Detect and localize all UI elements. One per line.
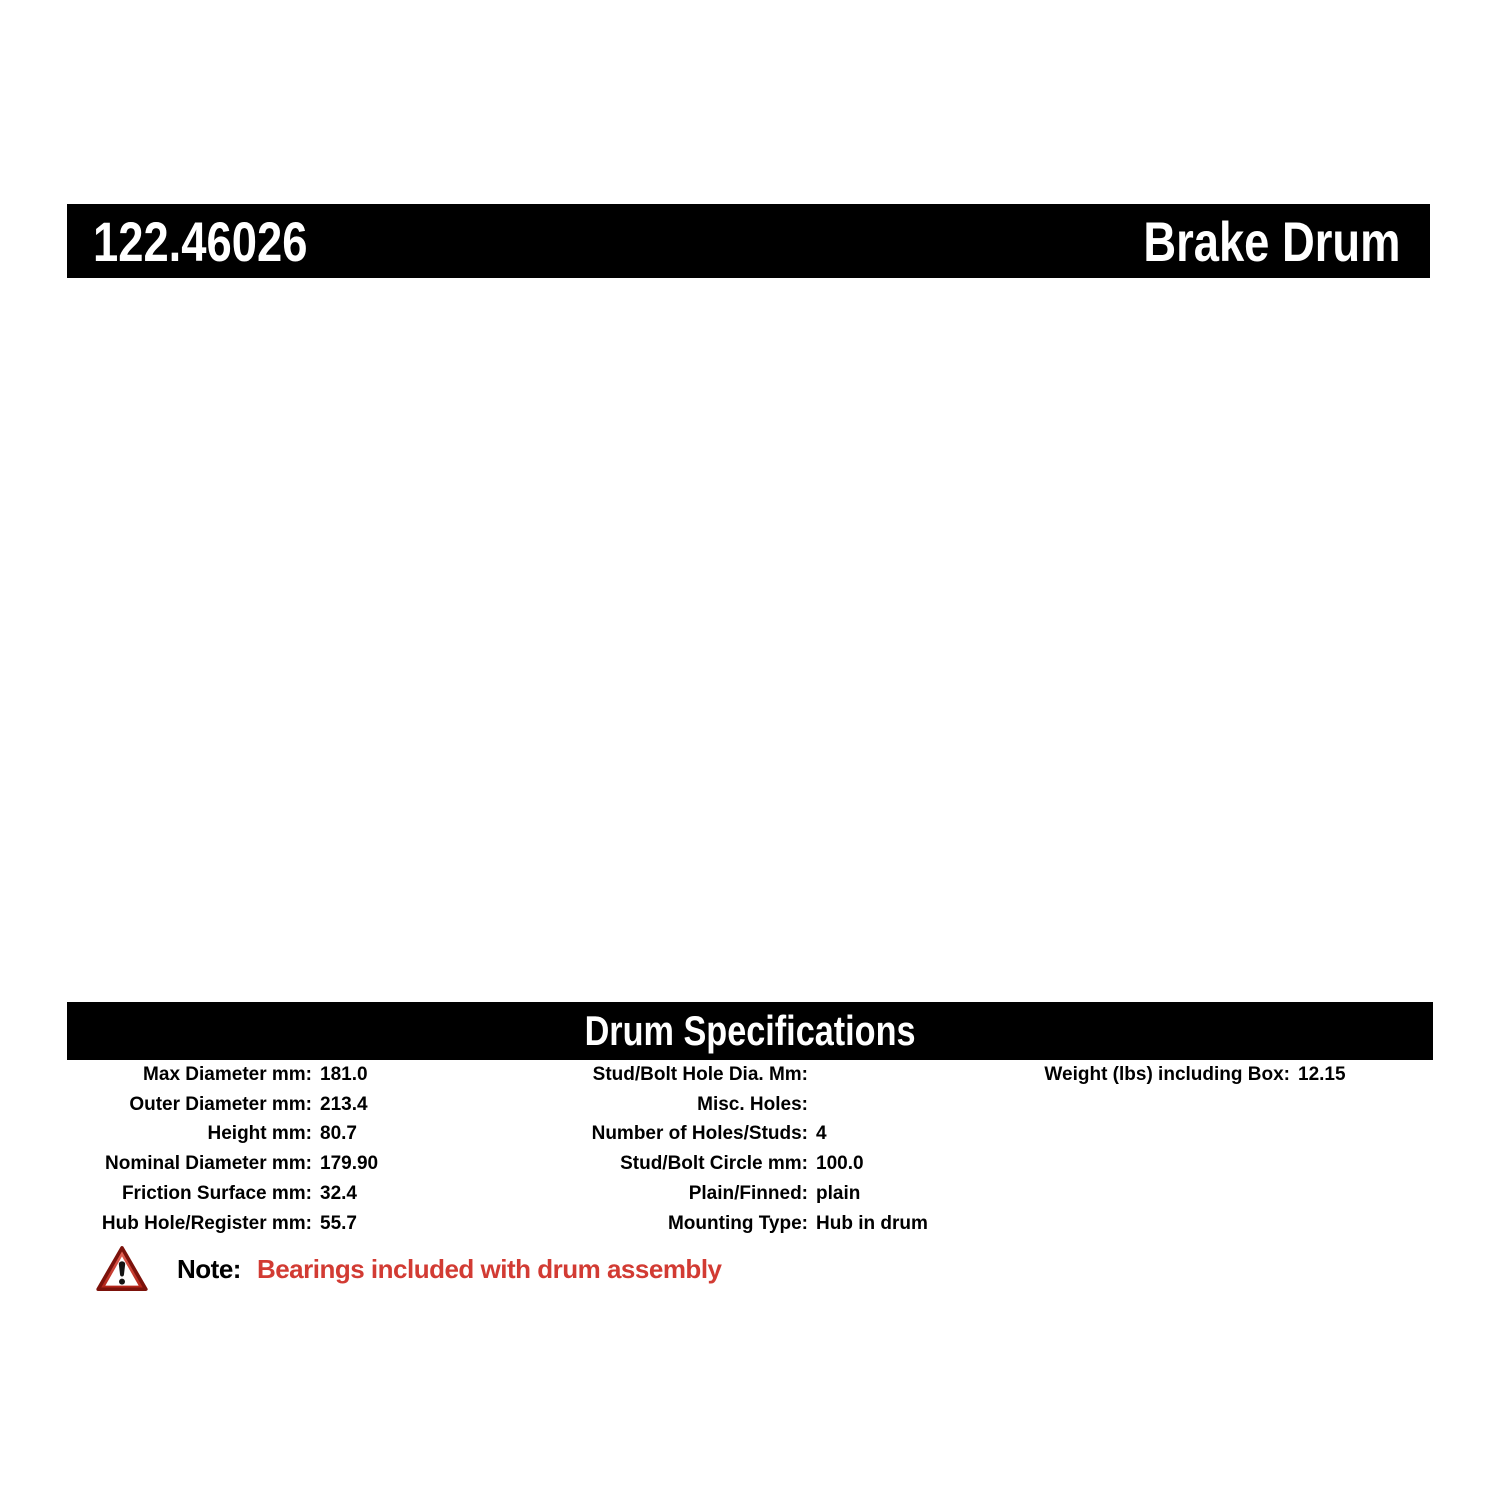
spec-value: 4 xyxy=(816,1123,827,1145)
spec-label: Hub Hole/Register mm: xyxy=(101,1212,312,1234)
warning-triangle-icon xyxy=(95,1244,149,1294)
spec-value: 100.0 xyxy=(816,1153,864,1175)
spec-value: 213.4 xyxy=(320,1093,368,1115)
note-row xyxy=(95,1243,722,1295)
spec-row-weight xyxy=(1020,1060,1346,1090)
spec-value: 179.90 xyxy=(320,1153,379,1175)
spec-label: Number of Holes/Studs: xyxy=(591,1123,808,1145)
spec-label: Nominal Diameter mm: xyxy=(105,1153,312,1175)
part-number: 122.46026 xyxy=(93,209,308,273)
spec-value: plain xyxy=(816,1183,861,1205)
spec-value: 80.7 xyxy=(320,1123,357,1145)
note-label: Note: xyxy=(177,1253,241,1284)
spec-row-max-diameter xyxy=(67,1060,378,1090)
spec-row-hub-hole-register xyxy=(67,1209,378,1239)
note-text: Bearings included with drum assembly xyxy=(256,1253,722,1284)
specs-title-bar xyxy=(67,1002,1433,1060)
spec-label: Stud/Bolt Circle mm: xyxy=(620,1153,808,1175)
spec-row-friction-surface xyxy=(67,1179,378,1209)
spec-label: Weight (lbs) including Box: xyxy=(1044,1063,1290,1085)
specs-column-middle xyxy=(540,1060,928,1239)
specs-title: Drum Specifications xyxy=(584,1007,916,1054)
spec-value: 55.7 xyxy=(320,1212,357,1234)
specs-column-left xyxy=(67,1060,378,1239)
spec-row-height xyxy=(67,1120,378,1150)
spec-value: 181.0 xyxy=(320,1063,368,1085)
product-image-placeholder xyxy=(67,278,1433,1002)
spec-row-outer-diameter xyxy=(67,1090,378,1120)
spec-label: Misc. Holes: xyxy=(697,1093,808,1115)
spec-label: Friction Surface mm: xyxy=(121,1183,312,1205)
spec-row-misc-holes xyxy=(540,1090,928,1120)
spec-row-mounting-type xyxy=(540,1209,928,1239)
spec-row-stud-bolt-circle xyxy=(540,1149,928,1179)
spec-value: 32.4 xyxy=(320,1183,357,1205)
spec-row-stud-bolt-hole-dia xyxy=(540,1060,928,1090)
spec-label: Max Diameter mm: xyxy=(143,1063,312,1085)
spec-label: Plain/Finned: xyxy=(688,1183,808,1205)
spec-label: Height mm: xyxy=(207,1123,312,1145)
spec-row-nominal-diameter xyxy=(67,1149,378,1179)
product-name: Brake Drum xyxy=(1142,209,1400,273)
spec-row-plain-finned xyxy=(540,1179,928,1209)
spec-label: Outer Diameter mm: xyxy=(129,1093,312,1115)
specs-column-right xyxy=(1020,1060,1346,1090)
spec-value: 12.15 xyxy=(1298,1063,1346,1085)
spec-label: Stud/Bolt Hole Dia. Mm: xyxy=(592,1063,808,1085)
spec-label: Mounting Type: xyxy=(667,1212,808,1234)
spec-value: Hub in drum xyxy=(816,1212,928,1234)
spec-row-number-of-holes-studs xyxy=(540,1120,928,1150)
header-bar xyxy=(67,204,1430,278)
